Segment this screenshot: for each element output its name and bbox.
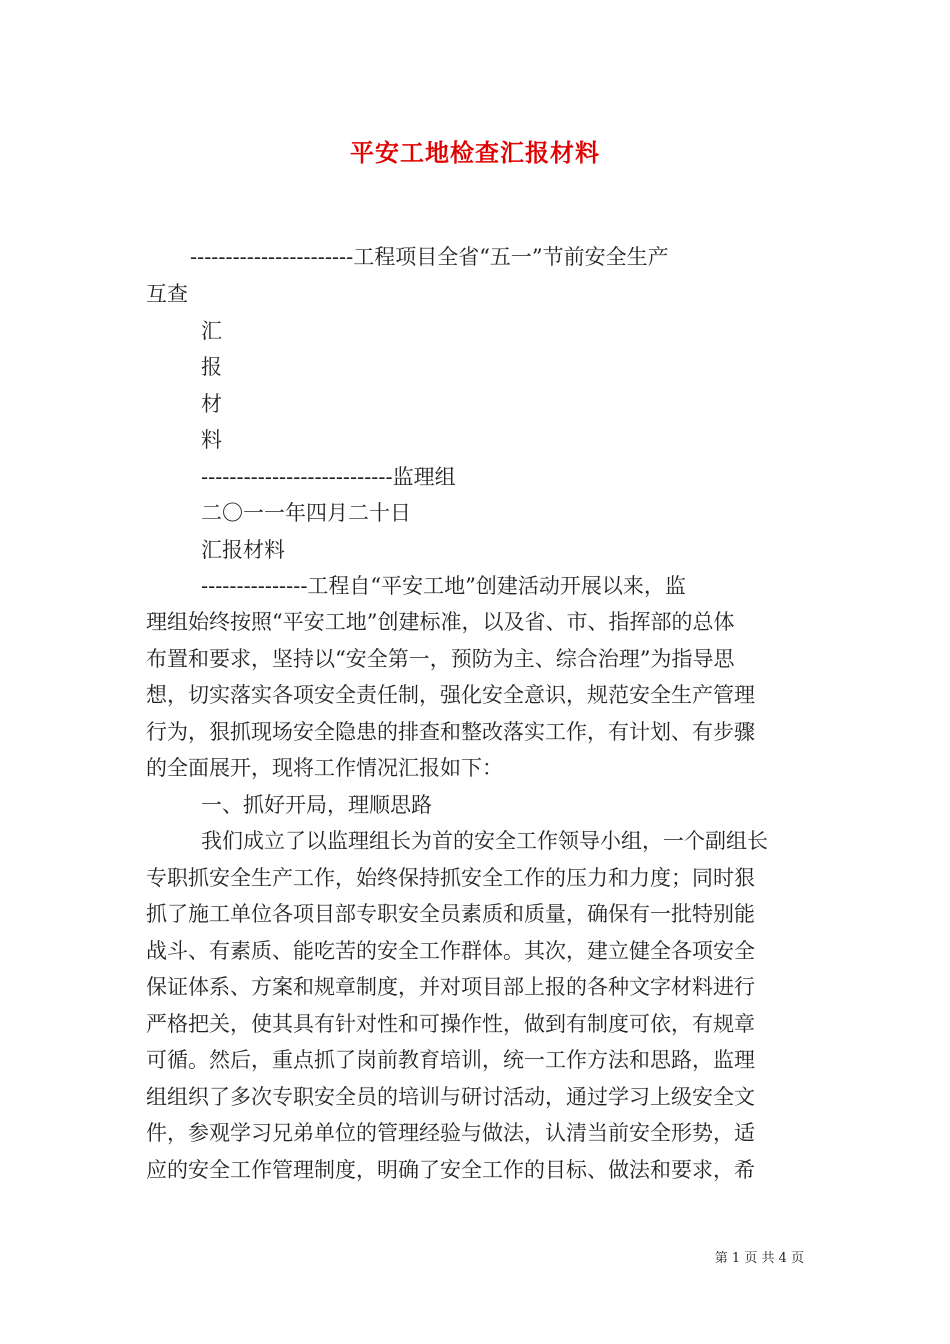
section-heading: 汇报材料	[201, 538, 285, 562]
body-line: 组组织了多次专职安全员的培训与研讨活动，通过学习上级安全文	[146, 1085, 755, 1109]
cover-line: 材	[201, 392, 222, 416]
cover-line: ---------------------------监理组	[201, 465, 456, 489]
document-title: 平安工地检查汇报材料	[350, 138, 600, 167]
body-line: 抓了施工单位各项目部专职安全员素质和质量，确保有一批特别能	[146, 902, 755, 926]
cover-line: 报	[201, 355, 222, 379]
body-line: 理组始终按照“平安工地”创建标准，以及省、市、指挥部的总体	[146, 610, 735, 634]
body-line: 严格把关，使其具有针对性和可操作性，做到有制度可依，有规章	[146, 1012, 755, 1036]
body-line: 想，切实落实各项安全责任制，强化安全意识，规范安全生产管理	[146, 683, 755, 707]
body-line: 可循。然后，重点抓了岗前教育培训，统一工作方法和思路，监理	[146, 1048, 755, 1072]
body-line: 专职抓安全生产工作，始终保持抓安全工作的压力和力度；同时狠	[146, 866, 755, 890]
page-footer: 第 1 页 共 4 页	[714, 1251, 804, 1266]
cover-date: 二〇一一年四月二十日	[201, 501, 411, 525]
cover-line: 料	[201, 428, 222, 452]
body-line: 应的安全工作管理制度，明确了安全工作的目标、做法和要求，希	[146, 1158, 755, 1182]
body-line: 保证体系、方案和规章制度，并对项目部上报的各种文字材料进行	[146, 975, 755, 999]
cover-line: 互查	[146, 282, 188, 306]
body-line: 行为，狠抓现场安全隐患的排查和整改落实工作，有计划、有步骤	[146, 720, 755, 744]
body-line: ---------------工程自“平安工地”创建活动开展以来，监	[201, 574, 686, 598]
body-line: 件，参观学习兄弟单位的管理经验与做法，认清当前安全形势，适	[146, 1121, 755, 1145]
body-line: 我们成立了以监理组长为首的安全工作领导小组，一个副组长	[201, 829, 768, 853]
body-line: 战斗、有素质、能吃苦的安全工作群体。其次，建立健全各项安全	[146, 939, 755, 963]
cover-line: 汇	[201, 319, 222, 343]
body-line: 布置和要求，坚持以“安全第一，预防为主、综合治理”为指导思	[146, 647, 735, 671]
section-heading: 一、抓好开局，理顺思路	[201, 793, 432, 817]
body-line: 的全面展开，现将工作情况汇报如下：	[146, 756, 503, 780]
cover-line: -----------------------工程项目全省“五一”节前安全生产	[190, 245, 669, 269]
